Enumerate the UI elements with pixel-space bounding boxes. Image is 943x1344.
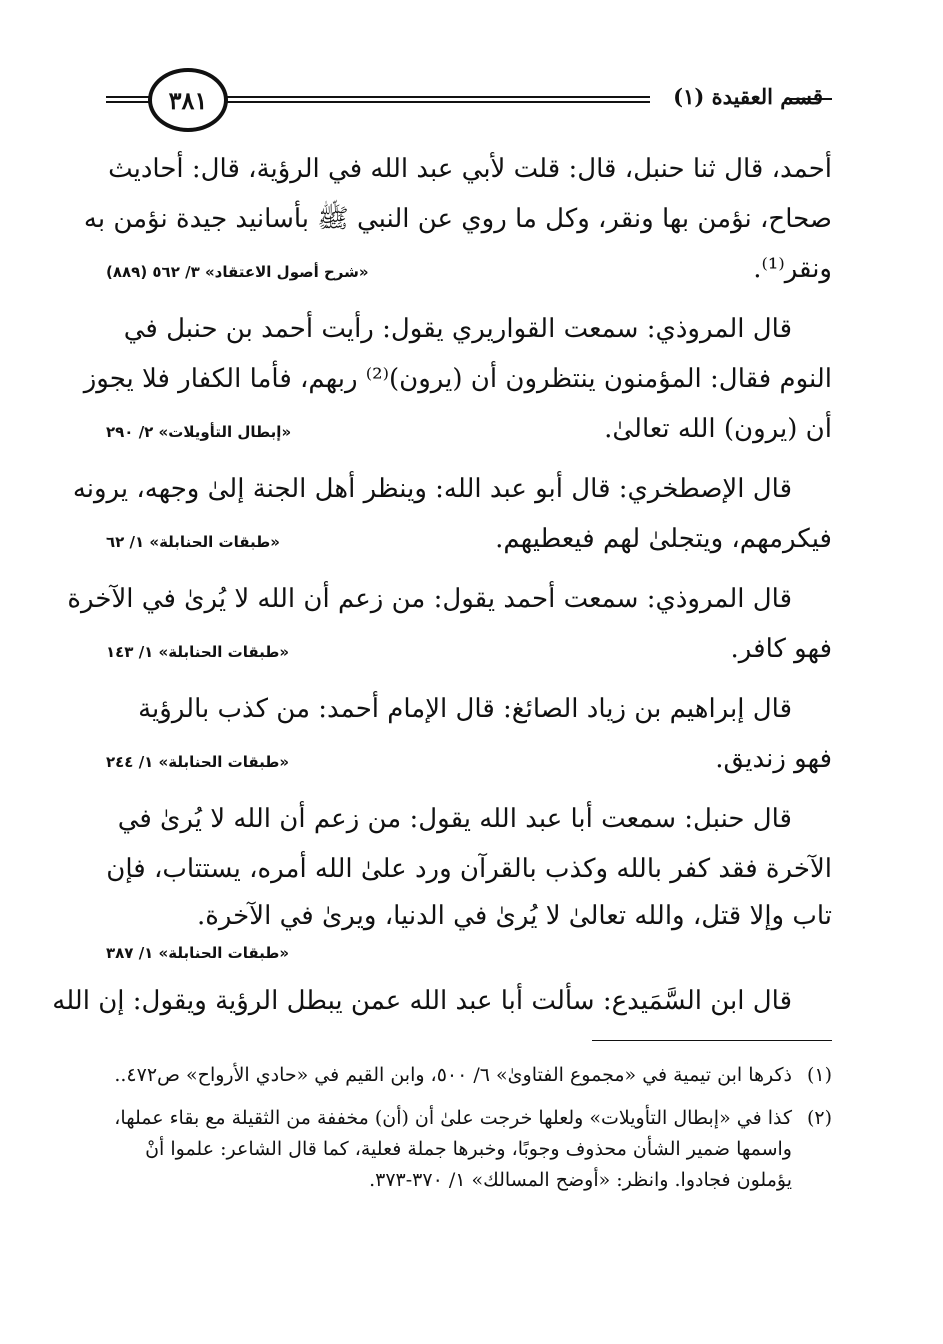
text-line: صحاح، نؤمن بها ونقر، وكل ما روي عن النبي ﷺ بأسانيد جيدة نؤمن به bbox=[83, 204, 832, 234]
text-line: فهو كافر. bbox=[730, 634, 832, 664]
footnote-number: (٢) bbox=[806, 1107, 832, 1129]
text-line: الآخرة فقد كفر بالله وكذب بالقرآن ورد علىٰ الله أمره، يستتاب، فإن bbox=[106, 854, 832, 884]
footnote-separator bbox=[592, 1040, 832, 1041]
text-line: تاب وإلا قتل، والله تعالىٰ لا يُرىٰ في الدنيا، ويرىٰ في الآخرة. bbox=[196, 901, 832, 931]
header-rule-main bbox=[220, 96, 650, 98]
source-citation: «طبقات الحنابلة» ١/ ٣٨٧ bbox=[106, 944, 290, 962]
text-line: فهو زنديق. bbox=[715, 744, 832, 774]
main-text bbox=[52, 144, 832, 1036]
section-title: قسم العقيدة (١) bbox=[673, 84, 823, 109]
text-line: قال حنبل: سمعت أبا عبد الله يقول: من زعم أن الله لا يُرىٰ في bbox=[117, 804, 792, 834]
page-number: ٣٨١ bbox=[148, 68, 228, 132]
header-rule-left-2 bbox=[106, 101, 154, 103]
footnote-number: (١) bbox=[806, 1064, 832, 1086]
text-line: أحمد، قال ثنا حنبل، قال: قلت لأبي عبد الله في الرؤية، قال: أحاديث bbox=[108, 154, 832, 184]
text-line: قال إبراهيم بن زياد الصائغ: قال الإمام أحمد: من كذب بالرؤية bbox=[138, 694, 792, 724]
text-line: قال الإصطخري: قال أبو عبد الله: وينظر أهل الجنة إلىٰ وجهه، يرونه bbox=[72, 474, 792, 504]
text-line: ونقر⁽¹⁾. bbox=[753, 254, 832, 284]
footnote-text: ذكرها ابن تيمية في «مجموع الفتاوىٰ» ٦/ ٥٠٠، وابن القيم في «حادي الأرواح» ص٤٧٢.. bbox=[114, 1064, 792, 1086]
source-citation: «طبقات الحنابلة» ١/ ١٤٣ bbox=[106, 643, 290, 661]
text-line: قال المروذي: سمعت أحمد يقول: من زعم أن الله لا يُرىٰ في الآخرة bbox=[67, 584, 792, 614]
paragraph bbox=[106, 684, 832, 784]
footnote bbox=[106, 1103, 832, 1196]
paragraph bbox=[83, 304, 832, 454]
paragraph bbox=[72, 464, 832, 564]
paragraph bbox=[52, 976, 832, 1026]
source-citation: «طبقات الحنابلة» ١/ ٢٤٤ bbox=[106, 753, 290, 771]
source-citation: «شرح أصول الاعتقاد» ٣/ ٥٦٢ (٨٨٩) bbox=[106, 263, 369, 281]
text-line: قال المروذي: سمعت القواريري يقول: رأيت أحمد بن حنبل في bbox=[123, 314, 792, 344]
header-rule-left bbox=[106, 96, 154, 98]
text-line: أن (يرون) الله تعالىٰ. bbox=[604, 414, 832, 444]
footnotes bbox=[106, 1060, 832, 1208]
footnote bbox=[106, 1060, 832, 1091]
source-citation: «إبطال التأويلات» ٢/ ٢٩٠ bbox=[106, 423, 292, 441]
paragraph bbox=[83, 144, 832, 294]
paragraph bbox=[67, 574, 832, 674]
text-line: النوم فقال: المؤمنون ينتظرون أن (يرون)⁽²⁾ ربهم، فأما الكفار فلا يجوز bbox=[83, 364, 832, 394]
source-citation: «طبقات الحنابلة» ١/ ٦٢ bbox=[106, 533, 280, 551]
header-rule-main-2 bbox=[220, 101, 650, 103]
footnote-text: كذا في «إبطال التأويلات» ولعلها خرجت علىٰ أن (أن) مخففة من الثقيلة مع بقاء عملها، واسمها ضمير الشأن محذوف وجوبًا، وخبرها جملة فعلية، كما قال الشاعر: علموا أنْ يؤملون فجادوا. وانظر: «أوضح المسالك» ١/ ٣٧٠-٣٧٣. bbox=[114, 1107, 792, 1191]
text-line: فيكرمهم، ويتجلىٰ لهم فيعطيهم. bbox=[495, 524, 832, 554]
paragraph bbox=[106, 794, 832, 968]
text-line: قال ابن السَّمَيدع: سألت أبا عبد الله عمن يبطل الرؤية ويقول: إن الله bbox=[52, 986, 792, 1016]
